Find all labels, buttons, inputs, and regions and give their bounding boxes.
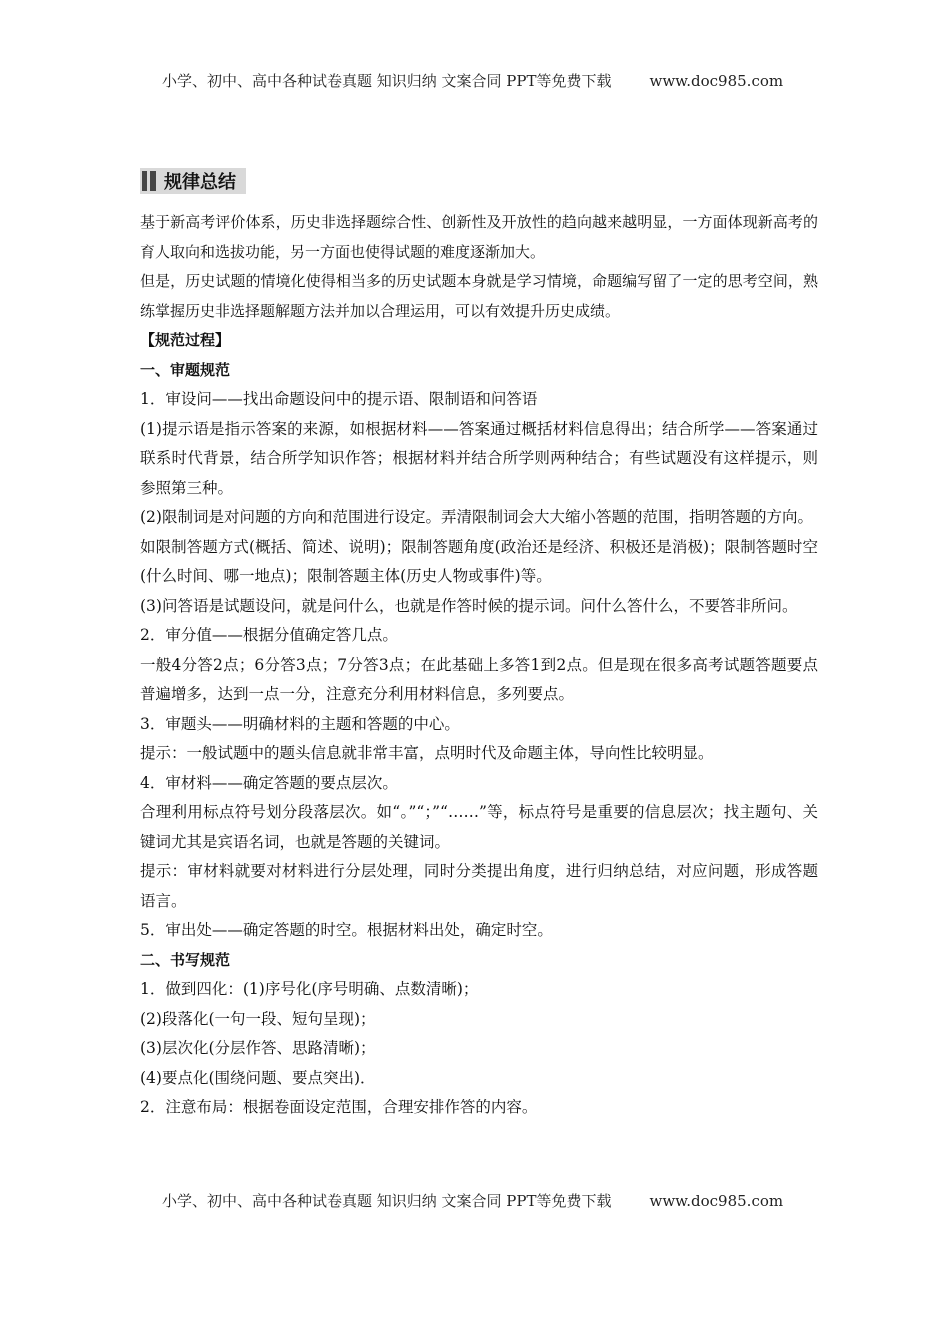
writing-2: 2．注意布局：根据卷面设定范围，合理安排作答的内容。 — [140, 1098, 538, 1116]
item-1-2b: 如限制答题方式(概括、简述、说明)；限制答题角度(政治还是经济、积极还是消极)；限制答题时空(什么时间、哪一地点)；限制答题主体(历史人物或事件)等。 — [140, 537, 818, 585]
item-2: 2．审分值——根据分值确定答几点。 — [140, 626, 398, 644]
intro-paragraph-1: 基于新高考评价体系，历史非选择题综合性、创新性及开放性的趋向越来越明显，一方面体现新高考的育人取向和选拔功能，另一方面也使得试题的难度逐渐加大。 — [140, 213, 818, 261]
item-4-1: 合理利用标点符号划分段落层次。如“。”“；”“……”等，标点符号是重要的信息层次；找主题句、关键词尤其是宾语名词，也就是答题的关键词。 — [140, 803, 818, 851]
item-1-2: (2)限制词是对问题的方向和范围进行设定。弄清限制词会大大缩小答题的范围，指明答题的方向。 — [140, 508, 813, 526]
item-1-3: (3)问答语是试题设问，就是问什么，也就是作答时候的提示词。问什么答什么，不要答非所问。 — [140, 596, 798, 615]
writing-1-2: (2)段落化(一句一段、短句呈现)； — [140, 1009, 376, 1028]
writing-1-4: (4)要点化(围绕问题、要点突出)． — [140, 1068, 376, 1087]
page-header — [162, 70, 802, 91]
item-4: 4．审材料——确定答题的要点层次。 — [140, 773, 398, 792]
title-bar-icon-2 — [150, 171, 156, 191]
item-2-1: 一般4分答2点；6分答3点；7分答3点；在此基础上多答1到2点。但是现在很多高考试题答题要点普遍增多，达到一点一分，注意充分利用材料信息，多列要点。 — [140, 655, 818, 703]
section-title: 规律总结 — [164, 172, 236, 193]
item-4-2: 提示：审材料就要对材料进行分层处理，同时分类提出角度，进行归纳总结，对应问题，形成答题语言。 — [140, 862, 818, 910]
page-footer — [162, 1190, 802, 1211]
footer-text: 小学、初中、高中各种试卷真题 知识归纳 文案合同 PPT等免费下载 — [162, 1192, 612, 1210]
header-text: 小学、初中、高中各种试卷真题 知识归纳 文案合同 PPT等免费下载 — [162, 72, 612, 90]
item-3: 3．审题头——明确材料的主题和答题的中心。 — [140, 714, 460, 733]
footer-site: www.doc985.com — [649, 1192, 784, 1210]
item-3-1: 提示：一般试题中的题头信息就非常丰富，点明时代及命题主体，导向性比较明显。 — [140, 744, 714, 762]
title-bar-icon — [142, 171, 147, 191]
item-1-1: (1)提示语是指示答案的来源，如根据材料——答案通过概括材料信息得出；结合所学——答案通过联系时代背景，结合所学知识作答；根据材料并结合所学则两种结合；有些试题没有这样提示，则参照第三种。 — [140, 419, 818, 497]
heading-review: 一、审题规范 — [140, 360, 231, 379]
item-5: 5．审出处——确定答题的时空。根据材料出处，确定时空。 — [140, 921, 553, 939]
writing-1: 1．做到四化：(1)序号化(序号明确、点数清晰)； — [140, 980, 479, 998]
section-title-box — [140, 168, 246, 194]
intro-paragraph-2: 但是，历史试题的情境化使得相当多的历史试题本身就是学习情境，命题编写留了一定的思考空间，熟练掌握历史非选择题解题方法并加以合理运用，可以有效提升历史成绩。 — [140, 272, 818, 320]
heading-writing: 二、书写规范 — [140, 950, 231, 969]
header-site: www.doc985.com — [649, 72, 784, 90]
process-heading: 【规范过程】 — [140, 331, 231, 349]
item-1: 1．审设问——找出命题设问中的提示语、限制语和问答语 — [140, 390, 538, 408]
document-body — [140, 208, 818, 1123]
writing-1-3: (3)层次化(分层作答、思路清晰)； — [140, 1039, 376, 1057]
